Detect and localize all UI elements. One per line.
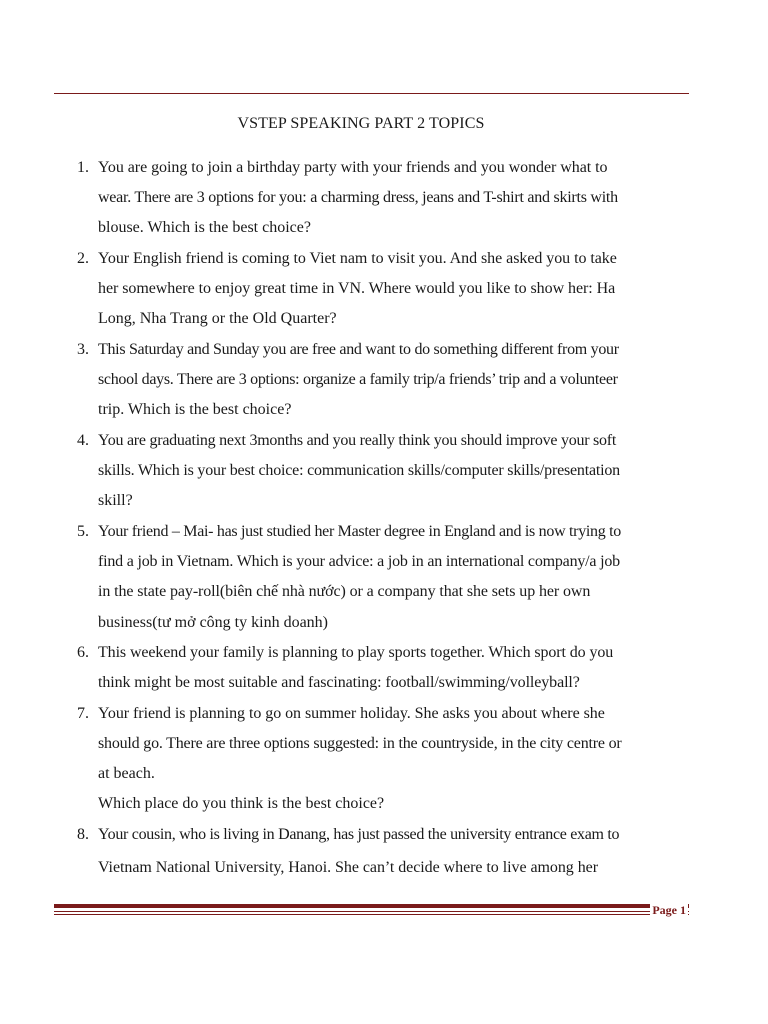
- page-number-label: Page 1: [652, 903, 686, 917]
- footer-rule-thin: [54, 911, 689, 912]
- topic-line: Your cousin, who is living in Danang, has just passed the university entrance exam to: [98, 826, 620, 843]
- topic-line: blouse. Which is the best choice?: [98, 219, 311, 236]
- topic-number: 8.: [77, 826, 89, 843]
- topic-line: at beach.: [98, 765, 155, 782]
- topic-number: 5.: [77, 523, 89, 540]
- topic-number: 4.: [77, 432, 89, 449]
- topic-number: 3.: [77, 341, 89, 358]
- topic-line: Vietnam National University, Hanoi. She can’t decide where to live among her: [98, 859, 598, 876]
- topic-line: find a job in Vietnam. Which is your advice: a job in an international company/a job: [98, 553, 620, 570]
- topic-line: trip. Which is the best choice?: [98, 401, 292, 418]
- topic-line: Which place do you think is the best choice?: [98, 795, 385, 812]
- topic-line: This Saturday and Sunday you are free and want to do something different from your: [98, 341, 619, 358]
- topic-line: her somewhere to enjoy great time in VN. Where would you like to show her: Ha: [98, 280, 616, 297]
- topic-number: 2.: [77, 250, 89, 267]
- topic-line: skill?: [98, 492, 133, 509]
- topic-line: Long, Nha Trang or the Old Quarter?: [98, 310, 337, 327]
- topic-number: 7.: [77, 705, 89, 722]
- topic-line: school days. There are 3 options: organize a family trip/a friends’ trip and a volunteer: [98, 371, 618, 388]
- topic-line: in the state pay-roll(biên chế nhà nước) or a company that she sets up her own: [98, 583, 591, 600]
- topic-line: skills. Which is your best choice: communication skills/computer skills/presentation: [98, 462, 620, 479]
- topic-line: This weekend your family is planning to play sports together. Which sport do you: [98, 644, 614, 661]
- topic-line: business(tư mở công ty kinh doanh): [98, 614, 328, 631]
- footer-rule: [54, 904, 689, 908]
- topic-line: Your friend – Mai- has just studied her Master degree in England and is now trying to: [98, 523, 622, 540]
- document-title: VSTEP SPEAKING PART 2 TOPICS: [237, 115, 485, 132]
- topic-line: You are graduating next 3months and you really think you should improve your soft: [98, 432, 617, 449]
- topic-line: You are going to join a birthday party with your friends and you wonder what to: [98, 159, 608, 176]
- topic-number: 1.: [77, 159, 89, 176]
- topic-line: Your English friend is coming to Viet nam to visit you. And she asked you to take: [98, 250, 617, 267]
- footer-rule-thin: [54, 914, 689, 915]
- topic-line: wear. There are 3 options for you: a charming dress, jeans and T-shirt and skirts with: [98, 189, 618, 206]
- topic-line: should go. There are three options suggested: in the countryside, in the city centre or: [98, 735, 622, 752]
- topic-number: 6.: [77, 644, 89, 661]
- topic-line: think might be most suitable and fascinating: football/swimming/volleyball?: [98, 674, 580, 691]
- topic-line: Your friend is planning to go on summer holiday. She asks you about where she: [98, 705, 605, 722]
